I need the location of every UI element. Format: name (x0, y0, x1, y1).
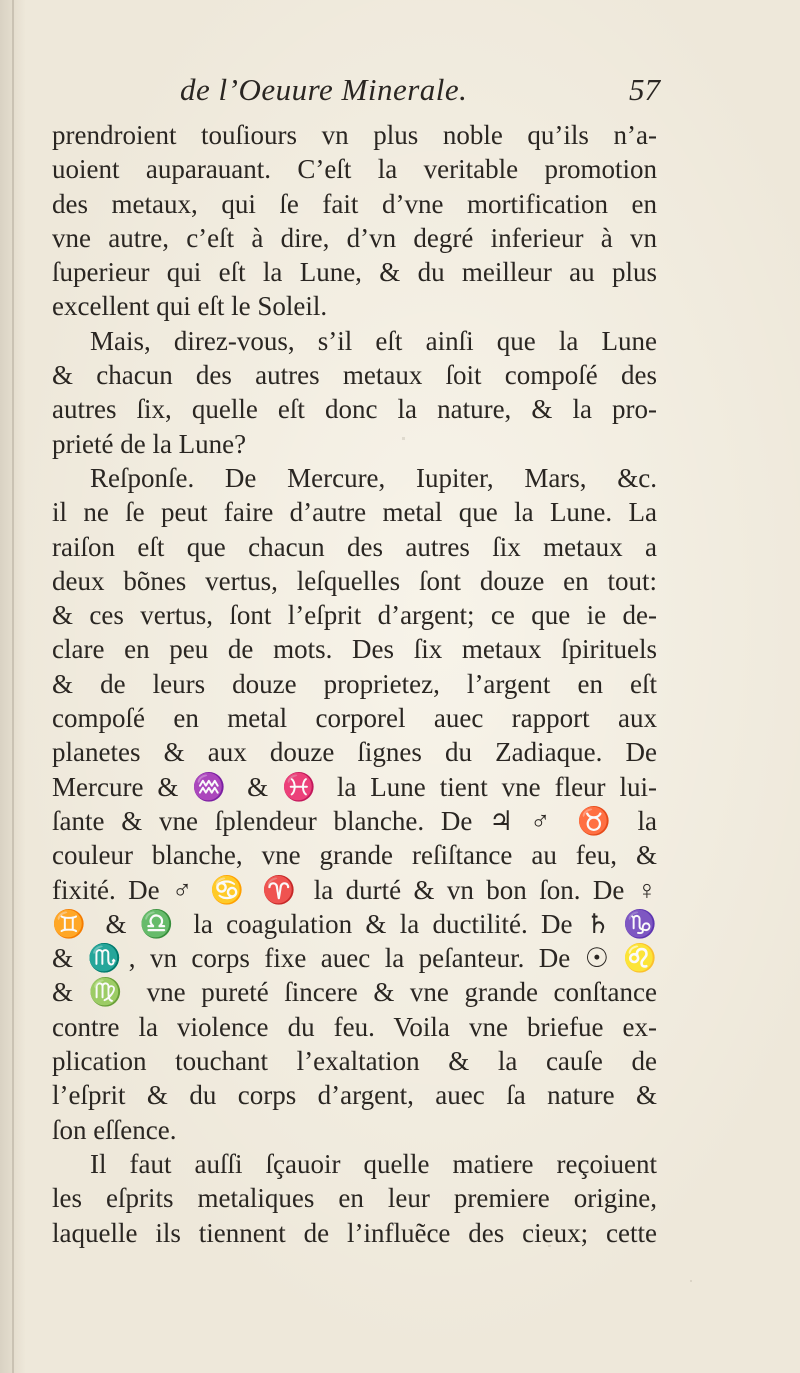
text-line: planetes & aux douze ſignes du Zadiaque. De (52, 737, 657, 768)
paper-speck (690, 1280, 692, 1282)
text-line: Reſponſe. De Mercure, Iupiter, Mars, &c. (90, 462, 657, 493)
text-line: prieté de la Lune? (52, 428, 247, 459)
text-line: Mercure & ♒ & ♓ la Lune tient vne fleur lui- (52, 771, 657, 802)
text-line: couleur blanche, vne grande reſiſtance au feu, & (52, 840, 657, 871)
text-line: fixité. De ♂ ♋ ♈ la durté & vn bon ſon. De ♀ (52, 874, 657, 905)
text-line: & de leurs douze proprietez, l’argent en eſt (52, 668, 657, 699)
text-line: autres ſix, quelle eſt donc la nature, & la pro- (52, 394, 657, 425)
text-line: raiſon eſt que chacun des autres ſix metaux a (52, 531, 657, 562)
text-line: il ne ſe peut faire d’autre metal que la Lune. La (52, 497, 657, 528)
text-line: des metaux, qui ſe fait d’vne mortification en (52, 188, 657, 219)
text-line: ſon eſſence. (52, 1114, 177, 1145)
text-line: ſante & vne ſplendeur blanche. De ♃ ♂ ♉ la (52, 805, 657, 836)
text-line: prendroient touſiours vn plus noble qu’ils n’a- (52, 120, 657, 150)
text-line: excellent qui eſt le Soleil. (52, 291, 328, 322)
text-line: clare en peu de mots. Des ſix metaux ſpirituels (52, 634, 657, 665)
text-line: compoſé en metal corporel auec rapport aux (52, 703, 657, 734)
text-line: deux bõnes vertus, leſquelles ſont douze en tout: (52, 565, 657, 596)
text-line: Il faut auſſi ſçauoir quelle matiere reçoiuent (90, 1148, 657, 1179)
text-line: & ♏, vn corps fixe auec la peſanteur. De ☉ ♌ (52, 943, 657, 974)
text-line: & ♍ vne pureté ſincere & vne grande conſtance (52, 977, 657, 1008)
text-line: plication touchant l’exaltation & la cauſe de (52, 1046, 657, 1077)
text-line: l’eſprit & du corps d’argent, auec ſa nature & (52, 1080, 657, 1111)
page-number: 57 (629, 72, 660, 107)
text-line: & ces vertus, ſont l’eſprit d’argent; ce que ie de- (52, 600, 657, 631)
text-line: ſuperieur qui eſt la Lune, & du meilleur au plus (52, 257, 657, 288)
spine-line (12, 0, 14, 1373)
text-line: les eſprits metaliques en leur premiere origine, (52, 1183, 657, 1214)
text-line: contre la violence du feu. Voila vne briefue ex- (52, 1011, 657, 1042)
body-text (52, 118, 657, 1250)
text-line: uoient auparauant. C’eſt la veritable promotion (52, 154, 657, 185)
text-line: & chacun des autres metaux ſoit compoſé des (52, 360, 657, 391)
text-line: vne autre, c’eſt à dire, d’vn degré inferieur à vn (52, 222, 657, 253)
running-title: de l’Oeuure Minerale. (180, 72, 468, 107)
text-line: Mais, direz-vous, s’il eſt ainſi que la Lune (90, 325, 657, 356)
text-line: ♊ & ♎ la coagulation & la ductilité. De ♄ ♑ (52, 908, 657, 939)
page-header (60, 72, 660, 116)
text-line: laquelle ils tiennent de l’influẽce des cieux; cette (52, 1217, 657, 1248)
